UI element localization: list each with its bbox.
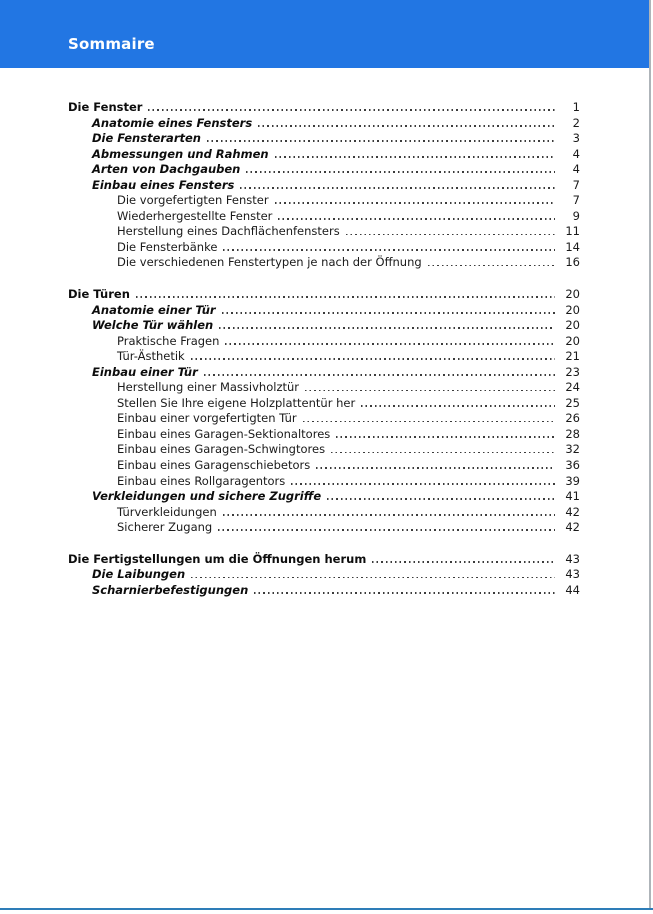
- toc-page-number: 20: [565, 318, 580, 333]
- toc-page-number: 23: [565, 364, 580, 379]
- toc-entry-label: Anatomie einer Tür: [92, 302, 216, 317]
- toc-page-number: 4: [572, 146, 580, 161]
- toc-entry-label: Einbau einer Tür: [92, 364, 198, 379]
- toc-entry-label: Einbau eines Rollgaragentors: [117, 473, 286, 488]
- toc-entry[interactable]: [68, 116, 580, 132]
- toc-entry[interactable]: [68, 458, 580, 474]
- toc-entry[interactable]: [68, 583, 580, 599]
- toc-entry-label: Die vorgefertigten Fenster: [117, 193, 269, 208]
- toc-page-number: 43: [565, 567, 580, 582]
- toc-entry-label: Die Fensterbänke: [117, 239, 218, 254]
- toc-entry[interactable]: [68, 303, 580, 319]
- toc-page-number: 32: [565, 442, 580, 457]
- toc-entry-label: Praktische Fragen: [117, 333, 220, 348]
- toc-entry-label: Die Türen: [68, 287, 130, 302]
- toc-entry[interactable]: [68, 411, 580, 427]
- toc: [68, 100, 580, 598]
- toc-entry-label: Anatomie eines Fensters: [92, 115, 253, 130]
- toc-entry-label: Einbau eines Garagen-Schwingtores: [117, 442, 326, 457]
- toc-entry[interactable]: [68, 427, 580, 443]
- toc-entry-label: Einbau eines Fensters: [92, 177, 235, 192]
- toc-page-number: 7: [572, 177, 580, 192]
- toc-page-number: 4: [572, 162, 580, 177]
- toc-entry[interactable]: [68, 489, 580, 505]
- toc-page-number: 9: [572, 208, 580, 223]
- toc-page-number: 20: [565, 287, 580, 302]
- toc-page-number: 20: [565, 333, 580, 348]
- toc-entry-label: Tür-Ästhetik: [117, 349, 185, 364]
- toc-page-number: 42: [565, 504, 580, 519]
- toc-entry[interactable]: [68, 193, 580, 209]
- toc-page-number: 24: [565, 380, 580, 395]
- toc-page-number: 16: [565, 255, 580, 270]
- toc-entry-label: Abmessungen und Rahmen: [92, 146, 269, 161]
- toc-page-number: 39: [565, 473, 580, 488]
- toc-page-number: 21: [565, 349, 580, 364]
- toc-page-number: 2: [572, 115, 580, 130]
- toc-page-number: 25: [565, 395, 580, 410]
- toc-page-number: 1: [572, 100, 580, 114]
- toc-entry[interactable]: [68, 255, 580, 271]
- toc-page-number: 41: [565, 489, 580, 504]
- toc-entry[interactable]: [68, 349, 580, 365]
- toc-page-number: 20: [565, 302, 580, 317]
- toc-entry-label: Die verschiedenen Fenstertypen je nach der Öffnung: [117, 255, 422, 270]
- toc-page-number: 44: [565, 582, 580, 597]
- toc-entry[interactable]: [68, 318, 580, 334]
- toc-page-number: 26: [565, 411, 580, 426]
- toc-entry[interactable]: [68, 505, 580, 521]
- toc-entry-label: Wiederhergestellte Fenster: [117, 208, 273, 223]
- toc-entry-label: Welche Tür wählen: [92, 318, 214, 333]
- toc-page-number: 42: [565, 520, 580, 535]
- toc-page-number: 28: [565, 426, 580, 441]
- toc-page-number: 7: [572, 193, 580, 208]
- toc-entry[interactable]: [68, 147, 580, 163]
- toc-entry-label: Einbau eines Garagenschiebetors: [117, 458, 311, 473]
- page-title: Sommaire: [68, 35, 155, 53]
- toc-entry[interactable]: [68, 380, 580, 396]
- toc-entry[interactable]: [68, 567, 580, 583]
- toc-entry-label: Herstellung eines Dachflächenfensters: [117, 224, 340, 239]
- toc-entry-label: Die Fenster: [68, 100, 143, 114]
- toc-entry-label: Die Laibungen: [92, 567, 186, 582]
- toc-entry-label: Türverkleidungen: [117, 504, 217, 519]
- toc-entry[interactable]: [68, 178, 580, 194]
- toc-entry[interactable]: [68, 224, 580, 240]
- toc-entry[interactable]: [68, 209, 580, 225]
- toc-entry[interactable]: [68, 474, 580, 490]
- toc-entry[interactable]: [68, 162, 580, 178]
- toc-page-number: 3: [572, 131, 580, 146]
- toc-entry[interactable]: [68, 131, 580, 147]
- toc-section: [68, 100, 580, 271]
- toc-entry[interactable]: [68, 442, 580, 458]
- toc-section: [68, 552, 580, 599]
- toc-page-number: 14: [565, 239, 580, 254]
- bottom-rule: [0, 908, 653, 910]
- toc-page-number: 36: [565, 458, 580, 473]
- toc-entry[interactable]: [68, 552, 580, 568]
- toc-page-number: 11: [565, 224, 580, 239]
- toc-entry-label: Arten von Dachgauben: [92, 162, 241, 177]
- toc-entry-label: Herstellung einer Massivholztür: [117, 380, 300, 395]
- page-header: [0, 0, 649, 68]
- toc-entry[interactable]: [68, 287, 580, 303]
- toc-entry[interactable]: [68, 334, 580, 350]
- toc-entry-label: Einbau eines Garagen-Sektionaltores: [117, 426, 331, 441]
- toc-entry-label: Sicherer Zugang: [117, 520, 213, 535]
- toc-entry-label: Verkleidungen und sichere Zugriffe: [92, 489, 322, 504]
- toc-entry-label: Scharnierbefestigungen: [92, 582, 249, 597]
- toc-entry[interactable]: [68, 365, 580, 381]
- toc-entry-label: Stellen Sie Ihre eigene Holzplattentür her: [117, 395, 356, 410]
- toc-entry-label: Einbau einer vorgefertigten Tür: [117, 411, 297, 426]
- toc-entry[interactable]: [68, 100, 580, 116]
- page-edge-border: [649, 0, 651, 908]
- toc-section: [68, 287, 580, 536]
- toc-entry-label: Die Fertigstellungen um die Öffnungen herum: [68, 551, 367, 566]
- toc-entry[interactable]: [68, 520, 580, 536]
- toc-entry-label: Die Fensterarten: [92, 131, 201, 146]
- toc-entry[interactable]: [68, 396, 580, 412]
- toc-entry[interactable]: [68, 240, 580, 256]
- toc-page-number: 43: [565, 551, 580, 566]
